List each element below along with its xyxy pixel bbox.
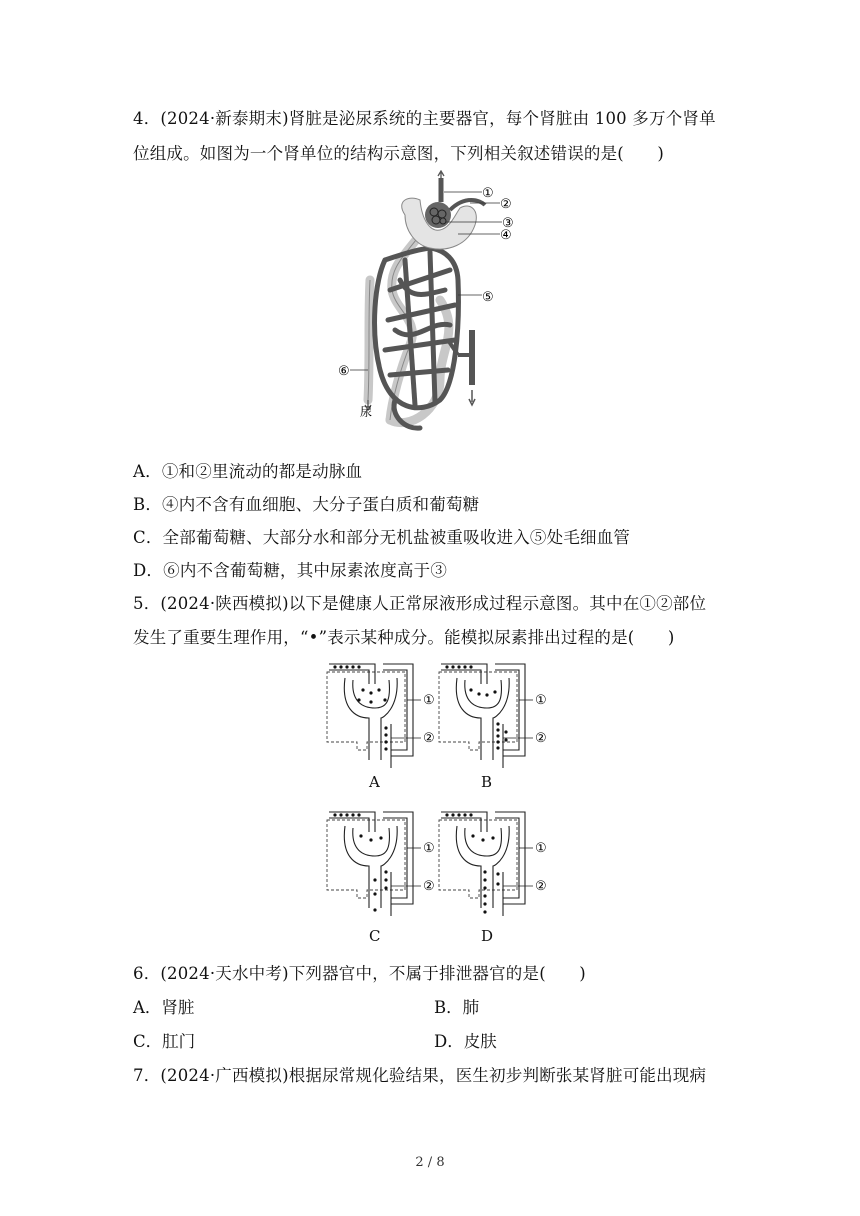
q4-stem-line1: 4．(2024·新泰期末)肾脏是泌尿系统的主要器官，每个肾脏由 100 多万个肾单 (133, 109, 716, 128)
nephron-figure (330, 170, 530, 445)
diagram-b-label-1: ① (535, 693, 547, 708)
diagram-a-label-1: ① (423, 693, 435, 708)
q6-option-a: A．肾脏 (133, 998, 195, 1017)
q7-stem: 7．(2024·广西模拟)根据尿常规化验结果，医生初步判断张某肾脏可能出现病 (133, 1066, 707, 1085)
q6-stem: 6．(2024·天水中考)下列器官中，不属于排泄器官的是( ) (133, 964, 586, 983)
diagram-d-label-1: ① (535, 841, 547, 856)
q6-option-c: C．肛门 (133, 1032, 196, 1051)
q4-option-d: D．⑥内不含葡萄糖，其中尿素浓度高于③ (133, 561, 448, 580)
page-number: 2 / 8 (415, 1155, 445, 1170)
diagram-a-label-2: ② (423, 731, 435, 746)
q6-option-b: B．肺 (434, 998, 480, 1017)
label-2: ② (500, 197, 512, 212)
q6-option-d: D．皮肤 (434, 1032, 497, 1051)
urine-formation-diagrams (320, 658, 550, 953)
diagram-c-label-1: ① (423, 841, 435, 856)
urine-label: 尿 (360, 405, 373, 419)
label-3: ③ (502, 216, 514, 231)
caption-c: C (369, 927, 381, 945)
label-4: ④ (500, 228, 512, 243)
label-5: ⑤ (482, 290, 494, 305)
label-1: ① (482, 186, 494, 201)
diagram-b-label-2: ② (535, 731, 547, 746)
diagram-d-label-2: ② (535, 879, 547, 894)
caption-b: B (481, 773, 493, 791)
q4-option-c: C．全部葡萄糖、大部分水和部分无机盐被重吸收进入⑤处毛细血管 (133, 528, 631, 547)
q5-stem-line2: 发生了重要生理作用，“•”表示某种成分。能模拟尿素排出过程的是( ) (133, 628, 675, 647)
q4-stem-line2: 位组成。如图为一个肾单位的结构示意图，下列相关叙述错误的是( ) (133, 144, 664, 163)
diagram-c-label-2: ② (423, 879, 435, 894)
q4-option-b: B．④内不含有血细胞、大分子蛋白质和葡萄糖 (133, 495, 480, 514)
caption-d: D (481, 927, 494, 945)
caption-a: A (369, 773, 380, 791)
label-6: ⑥ (338, 364, 350, 379)
q5-stem-line1: 5．(2024·陕西模拟)以下是健康人正常尿液形成过程示意图。其中在①②部位 (133, 594, 707, 613)
q4-option-a: A．①和②里流动的都是动脉血 (133, 462, 363, 481)
